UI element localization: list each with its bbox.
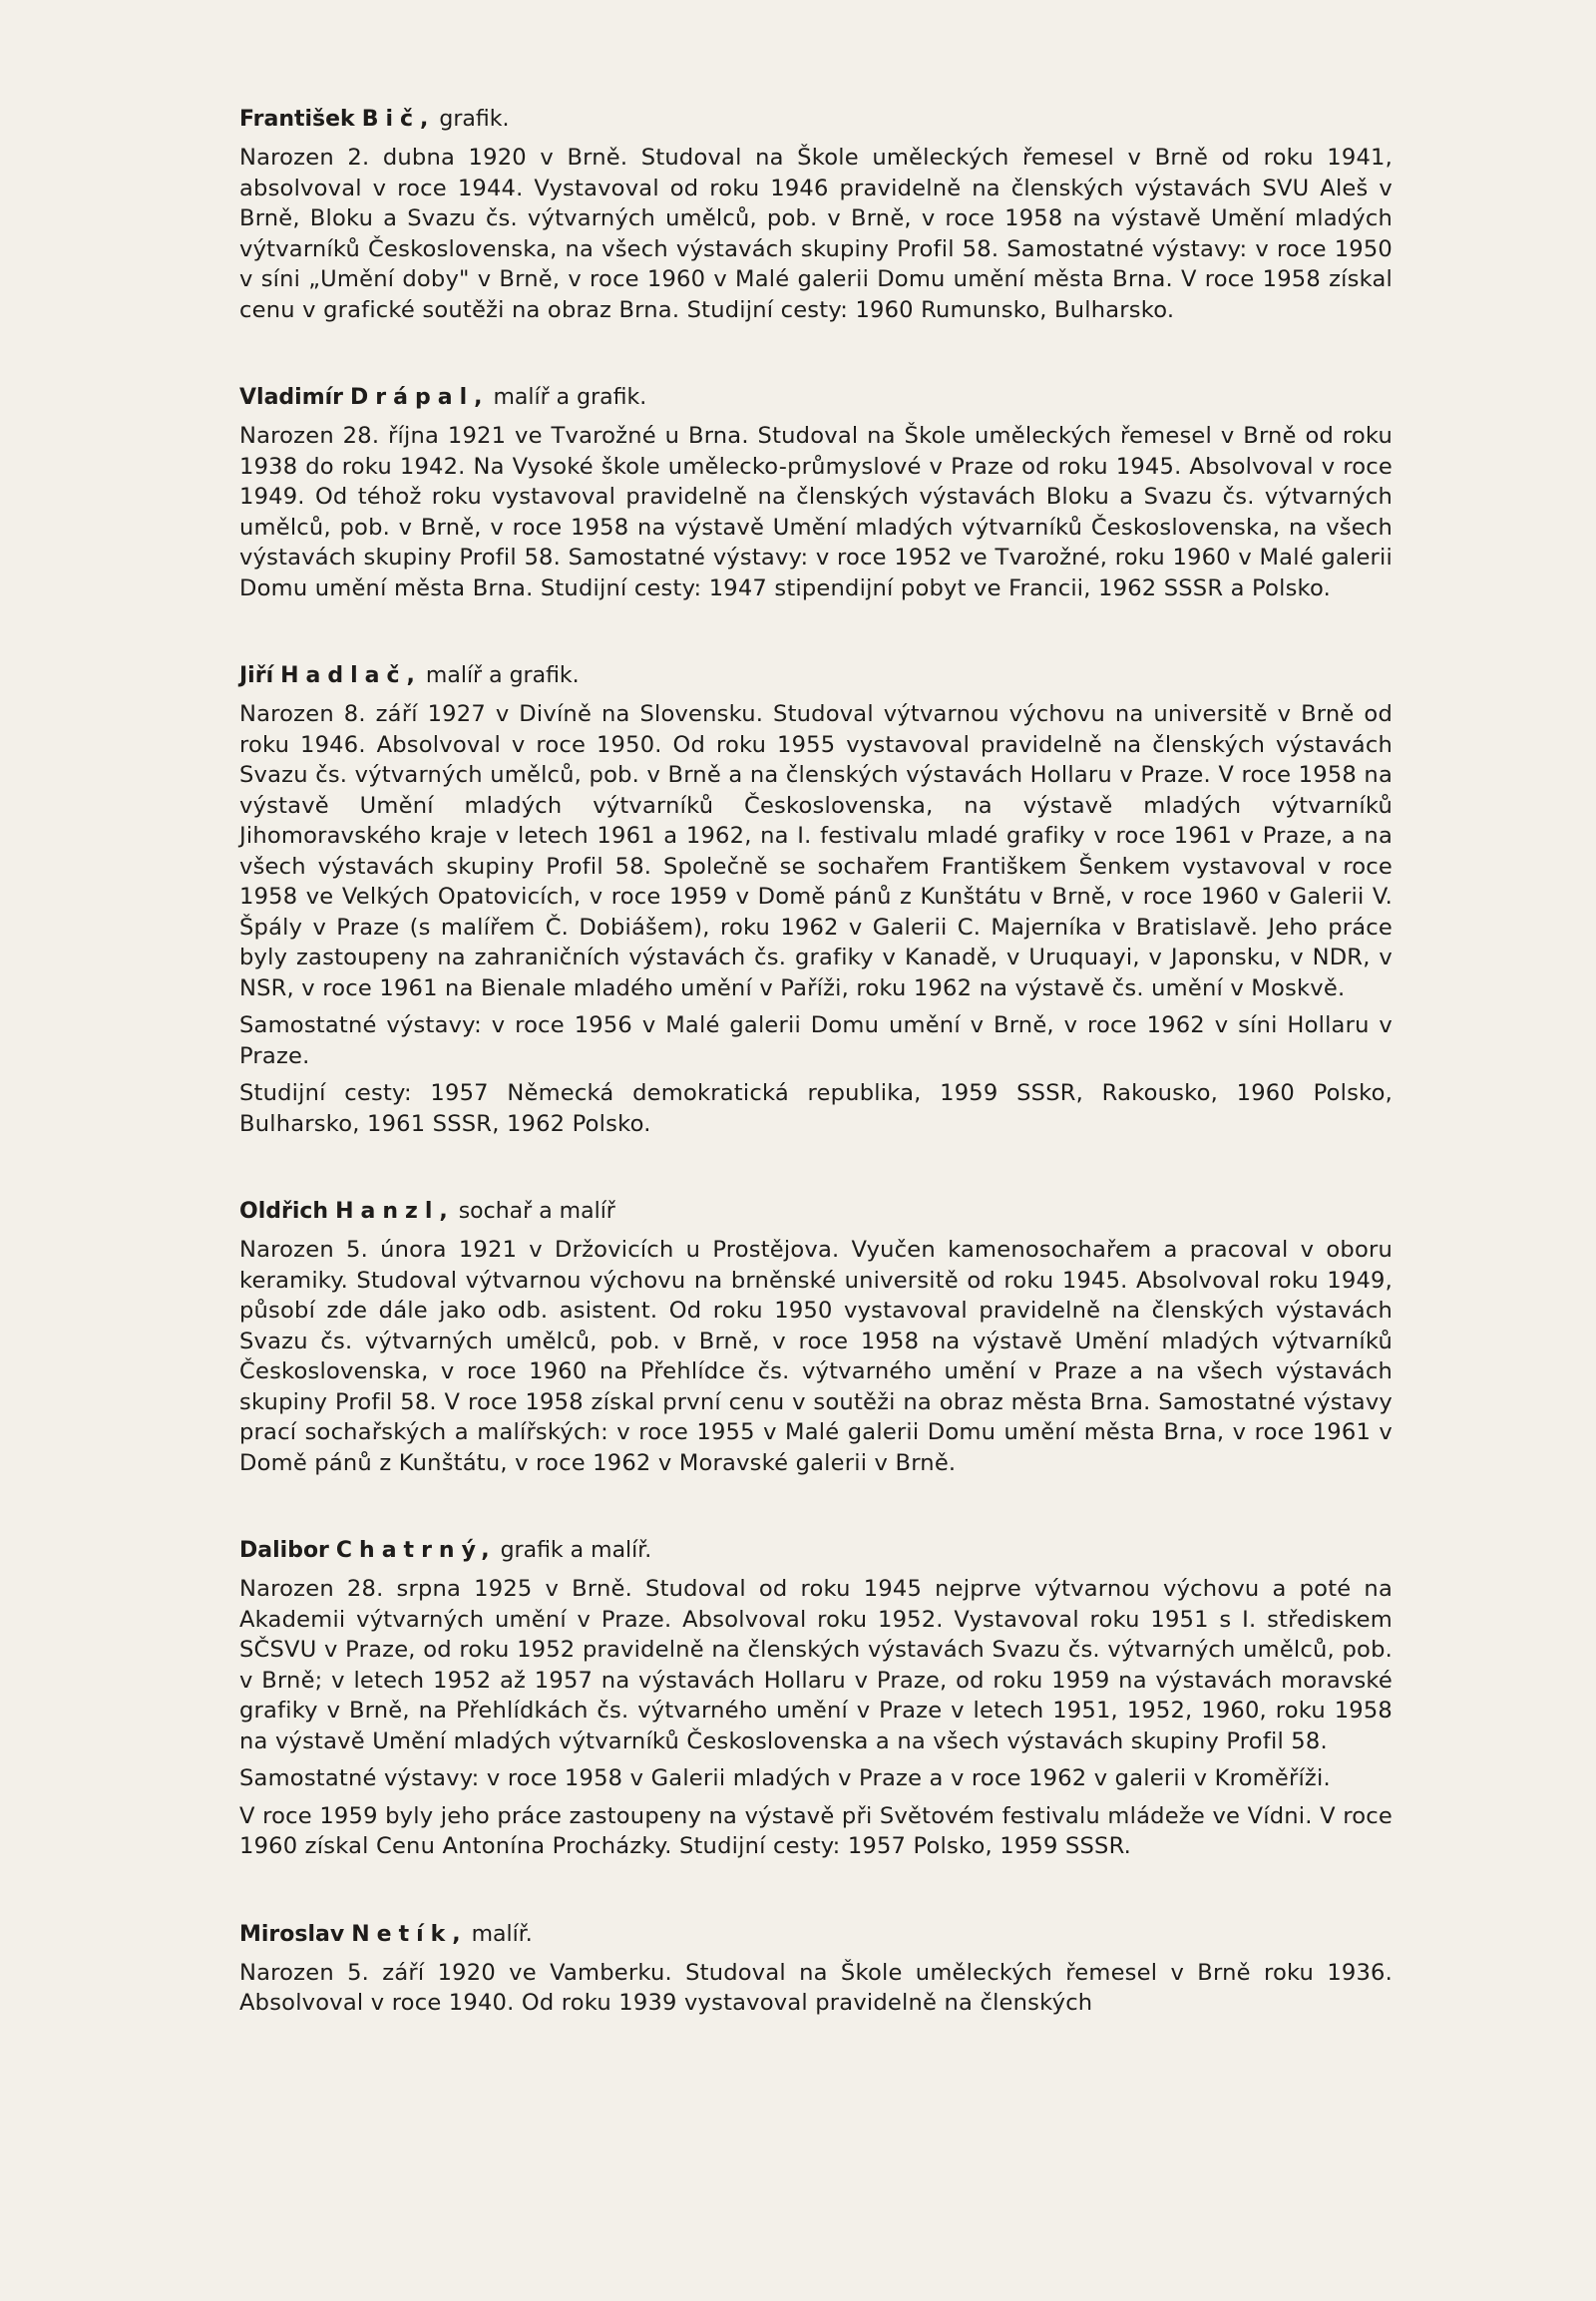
biography-paragraph: Narozen 5. února 1921 v Držovicích u Prostějova. Vyučen kamenosochařem a pracoval v oboru keramiky. Studoval výtvarnou výchovu na brněnské universitě od roku 1945. Absolvoval roku 1949, působí zde dále jako odb. asistent. Od roku 1950 vystavoval pravidelně na členských výstavách Svazu čs. výtvarných umělců, pob. v Brně, v roce 1958 na výstavě Umění mladých výtvarníků Československa, v roce 1960 na Přehlídce čs. výtvarného umění v Praze a na všech výstavách skupiny Profil 58. V roce 1958 získal první cenu v soutěži na obraz města Brna. Samostatné výstavy prací sochařských a malířských: v roce 1955 v Malé galerii Domu umění města Brna, v roce 1961 v Domě pánů z Kunštátu, v roce 1962 v Moravské galerii v Brně. (239, 1237, 1393, 1476)
artist-surname: Netík, (351, 1921, 468, 1947)
artist-heading (239, 1197, 1393, 1227)
biography-paragraph: Narozen 5. září 1920 ve Vamberku. Studoval na Škole uměleckých řemesel v Brně roku 1936. Absolvoval v roce 1940. Od roku 1939 vystavoval pravidelně na členských (239, 1959, 1393, 2016)
artist-profession: sochař a malíř (458, 1199, 615, 1224)
artist-entry (239, 1197, 1393, 1478)
artist-surname: Hanzl, (335, 1199, 455, 1224)
artist-given-name: Dalibor (239, 1538, 329, 1563)
artist-surname: Drápal, (350, 385, 490, 410)
artist-given-name: Miroslav (239, 1921, 345, 1947)
artist-entry (239, 1536, 1393, 1862)
artist-heading (239, 105, 1393, 135)
biography-paragraph: Narozen 2. dubna 1920 v Brně. Studoval na Škole uměleckých řemesel v Brně od roku 1941, absolvoval v roce 1944. Vystavoval od roku 1946 pravidelně na členských výstavách SVU Aleš v Brně, Bloku a Svazu čs. výtvarných umělců, pob. v Brně, v roce 1958 na výstavě Umění mladých výtvarníků Československa, na všech výstavách skupiny Profil 58. Samostatné výstavy: v roce 1950 v síni „Umění doby" v Brně, v roce 1960 v Malé galerii Domu umění města Brna. V roce 1958 získal cenu v grafické soutěži na obraz Brna. Studijní cesty: 1960 Rumunsko, Bulharsko. (239, 145, 1393, 323)
artist-entry (239, 383, 1393, 603)
biography-paragraph: V roce 1959 byly jeho práce zastoupeny na výstavě při Světovém festivalu mládeže ve Vídni. V roce 1960 získal Cenu Antonína Procházky. Studijní cesty: 1957 Polsko, 1959 SSSR. (239, 1802, 1393, 1859)
text-column (239, 105, 1393, 2077)
biography-paragraph: Narozen 8. září 1927 v Divíně na Slovensku. Studoval výtvarnou výchovu na universitě v Brně od roku 1946. Absolvoval v roce 1950. Od roku 1955 vystavoval pravidelně na členských výstavách Svazu čs. výtvarných umělců, pob. v Brně a na členských výstavách Hollaru v Praze. V roce 1958 na výstavě Umění mladých výtvarníků Československa, na výstavě mladých výtvarníků Jihomoravského kraje v letech 1961 a 1962, na I. festivalu mladé grafiky v roce 1961 v Praze, a na všech výstavách skupiny Profil 58. Společně se sochařem Františkem Šenkem vystavoval v roce 1958 ve Velkých Opatovicích, v roce 1959 v Domě pánů z Kunštátu v Brně, v roce 1960 v Galerii V. Špály v Praze (s malířem Č. Dobiášem), roku 1962 v Galerii C. Majerníka v Bratislavě. Jeho práce byly zastoupeny na zahraničních výstavách čs. grafiky v Kanadě, v Uruquayi, v Japonsku, v NDR, v NSR, v roce 1961 na Bienale mladého umění v Paříži, roku 1962 na výstavě čs. umění v Moskvě. (239, 701, 1393, 1001)
artist-profession: malíř. (471, 1921, 533, 1947)
artist-entry (239, 1920, 1393, 2019)
biography-paragraph: Studijní cesty: 1957 Německá demokratická republika, 1959 SSSR, Rakousko, 1960 Polsko, Bulharsko, 1961 SSSR, 1962 Polsko. (239, 1080, 1393, 1137)
artist-given-name: František (239, 107, 355, 132)
artist-given-name: Oldřich (239, 1199, 329, 1224)
biography-paragraph: Samostatné výstavy: v roce 1956 v Malé galerii Domu umění v Brně, v roce 1962 v síni Hollaru v Praze. (239, 1012, 1393, 1069)
artist-profession: grafik a malíř. (500, 1538, 652, 1563)
artist-surname: Chatrný, (335, 1538, 497, 1563)
artist-entry (239, 105, 1393, 325)
artist-given-name: Jiří (239, 663, 274, 688)
artist-profession: malíř a grafik. (493, 385, 647, 410)
artist-entry (239, 661, 1393, 1139)
artist-given-name: Vladimír (239, 385, 344, 410)
artist-heading (239, 1536, 1393, 1566)
artist-surname: Hadlač, (280, 663, 422, 688)
artist-heading (239, 661, 1393, 691)
biography-paragraph: Samostatné výstavy: v roce 1958 v Galerii mladých v Praze a v roce 1962 v galerii v Kroměříži. (239, 1765, 1331, 1791)
artist-surname: Bič, (361, 107, 436, 132)
biography-paragraph: Narozen 28. října 1921 ve Tvarožné u Brna. Studoval na Škole uměleckých řemesel v Brně od roku 1938 do roku 1942. Na Vysoké škole umělecko-průmyslové v Praze od roku 1945. Absolvoval v roce 1949. Od téhož roku vystavoval pravidelně na členských výstavách Bloku a Svazu čs. výtvarných umělců, pob. v Brně, v roce 1958 na výstavě Umění mladých výtvarníků Československa, na všech výstavách skupiny Profil 58. Samostatné výstavy: v roce 1952 ve Tvarožné, roku 1960 v Malé galerii Domu umění města Brna. Studijní cesty: 1947 stipendijní pobyt ve Francii, 1962 SSSR a Polsko. (239, 423, 1393, 601)
artist-profession: malíř a grafik. (425, 663, 580, 688)
artist-heading (239, 383, 1393, 413)
biography-paragraph: Narozen 28. srpna 1925 v Brně. Studoval od roku 1945 nejprve výtvarnou výchovu a poté na Akademii výtvarných umění v Praze. Absolvoval roku 1952. Vystavoval roku 1951 s I. střediskem SČSVU v Praze, od roku 1952 pravidelně na členských výstavách Svazu čs. výtvarných umělců, pob. v Brně; v letech 1952 až 1957 na výstavách Hollaru v Praze, od roku 1959 na výstavách moravské grafiky v Brně, na Přehlídkách čs. výtvarného umění v Praze v letech 1951, 1952, 1960, roku 1958 na výstavě Umění mladých výtvarníků Československa a na všech výstavách skupiny Profil 58. (239, 1576, 1393, 1754)
artist-heading (239, 1920, 1393, 1950)
artist-profession: grafik. (439, 107, 510, 132)
